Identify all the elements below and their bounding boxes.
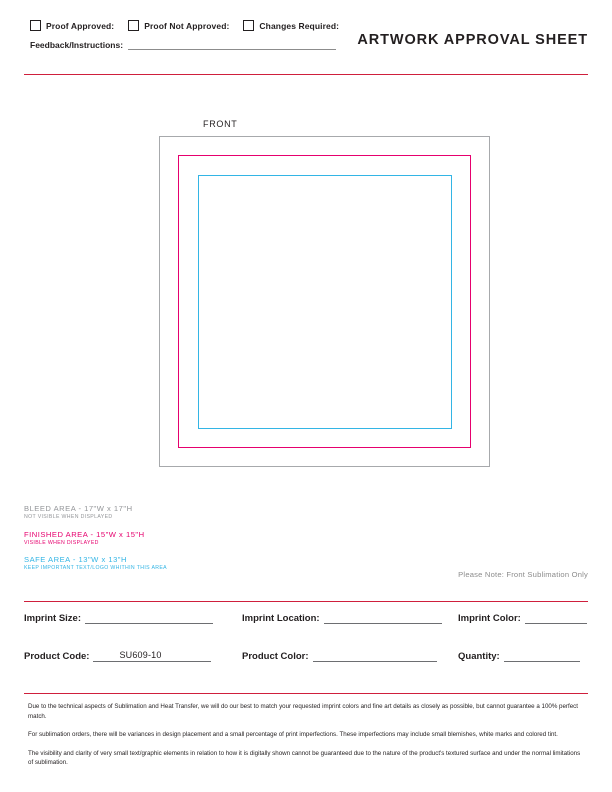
finished-area-box [178, 155, 471, 448]
legend-safe-title: SAFE AREA - 13"W x 13"H [24, 555, 127, 565]
bleed-area-box [159, 136, 490, 467]
approval-checkbox-row [30, 20, 353, 31]
footer-disclaimer [28, 702, 584, 777]
feedback-input[interactable] [128, 40, 336, 50]
legend [24, 504, 384, 581]
checkbox-proof-not-approved[interactable] [128, 20, 139, 31]
proof-approved-group[interactable] [30, 20, 114, 31]
product-code-label: Product Code: [24, 651, 90, 662]
field-imprint-size[interactable] [24, 612, 213, 624]
product-color-input[interactable] [313, 650, 437, 662]
field-imprint-location[interactable] [242, 612, 442, 624]
spec-fields [24, 612, 588, 678]
label-proof-not-approved: Proof Not Approved: [144, 20, 230, 31]
field-imprint-color[interactable] [458, 612, 587, 624]
quantity-label: Quantity: [458, 651, 500, 662]
feedback-row [30, 40, 336, 50]
field-product-color[interactable] [242, 650, 437, 662]
feedback-label: Feedback/Instructions: [30, 40, 124, 50]
changes-required-group[interactable] [243, 20, 339, 31]
page-title: ARTWORK APPROVAL SHEET [357, 32, 588, 48]
field-quantity[interactable] [458, 650, 580, 662]
product-color-label: Product Color: [242, 651, 309, 662]
header [24, 16, 588, 68]
artwork-view-label: FRONT [203, 119, 238, 129]
checkbox-proof-approved[interactable] [30, 20, 41, 31]
legend-finished-title: FINISHED AREA - 15"W x 15"H [24, 529, 145, 539]
field-row-1 [24, 612, 588, 640]
field-product-code[interactable] [24, 650, 211, 662]
field-row-2 [24, 650, 588, 678]
legend-safe-sub: KEEP IMPORTANT TEXT/LOGO WHITHIN THIS AREA [24, 565, 167, 572]
footer-paragraph-3: The visibility and clarity of very small text/graphic elements in relation to how it is digitally shown cannot be guaranteed due to the nature of the product's textured surface and under the normal limitations of sublimation. [28, 749, 581, 767]
imprint-size-label: Imprint Size: [24, 613, 82, 624]
imprint-size-input[interactable] [85, 612, 213, 624]
legend-bleed-title: BLEED AREA - 17"W x 17"H [24, 504, 133, 513]
imprint-location-label: Imprint Location: [242, 613, 320, 624]
imprint-location-input[interactable] [324, 612, 442, 624]
divider-bottom [24, 693, 588, 694]
label-changes-required: Changes Required: [259, 20, 340, 31]
sublimation-note: Please Note: Front Sublimation Only [458, 570, 588, 579]
label-proof-approved: Proof Approved: [46, 20, 115, 31]
proof-not-approved-group[interactable] [128, 20, 229, 31]
quantity-input[interactable] [504, 650, 580, 662]
legend-bleed-sub: NOT VISIBLE WHEN DISPLAYED [24, 514, 113, 521]
imprint-color-label: Imprint Color: [458, 613, 521, 624]
product-code-input[interactable] [93, 650, 211, 662]
safe-area-box [198, 175, 452, 429]
product-code-value: SU609-10 [119, 650, 162, 660]
imprint-color-input[interactable] [525, 612, 587, 624]
footer-paragraph-1: Due to the technical aspects of Sublimation and Heat Transfer, we will do our best to match your requested imprint colors and fine art details as closely as possible, but cannot guarantee a 100% perfect match. [28, 703, 578, 720]
footer-paragraph-2: For sublimation orders, there will be variances in design placement and a small percentage of print imperfections. These imperfections may include small blemishes, white marks and colored tint. [28, 731, 558, 739]
checkbox-changes-required[interactable] [243, 20, 254, 31]
divider-middle [24, 601, 588, 602]
divider-top [24, 74, 588, 75]
legend-finished-sub: VISIBLE WHEN DISPLAYED [24, 539, 99, 546]
